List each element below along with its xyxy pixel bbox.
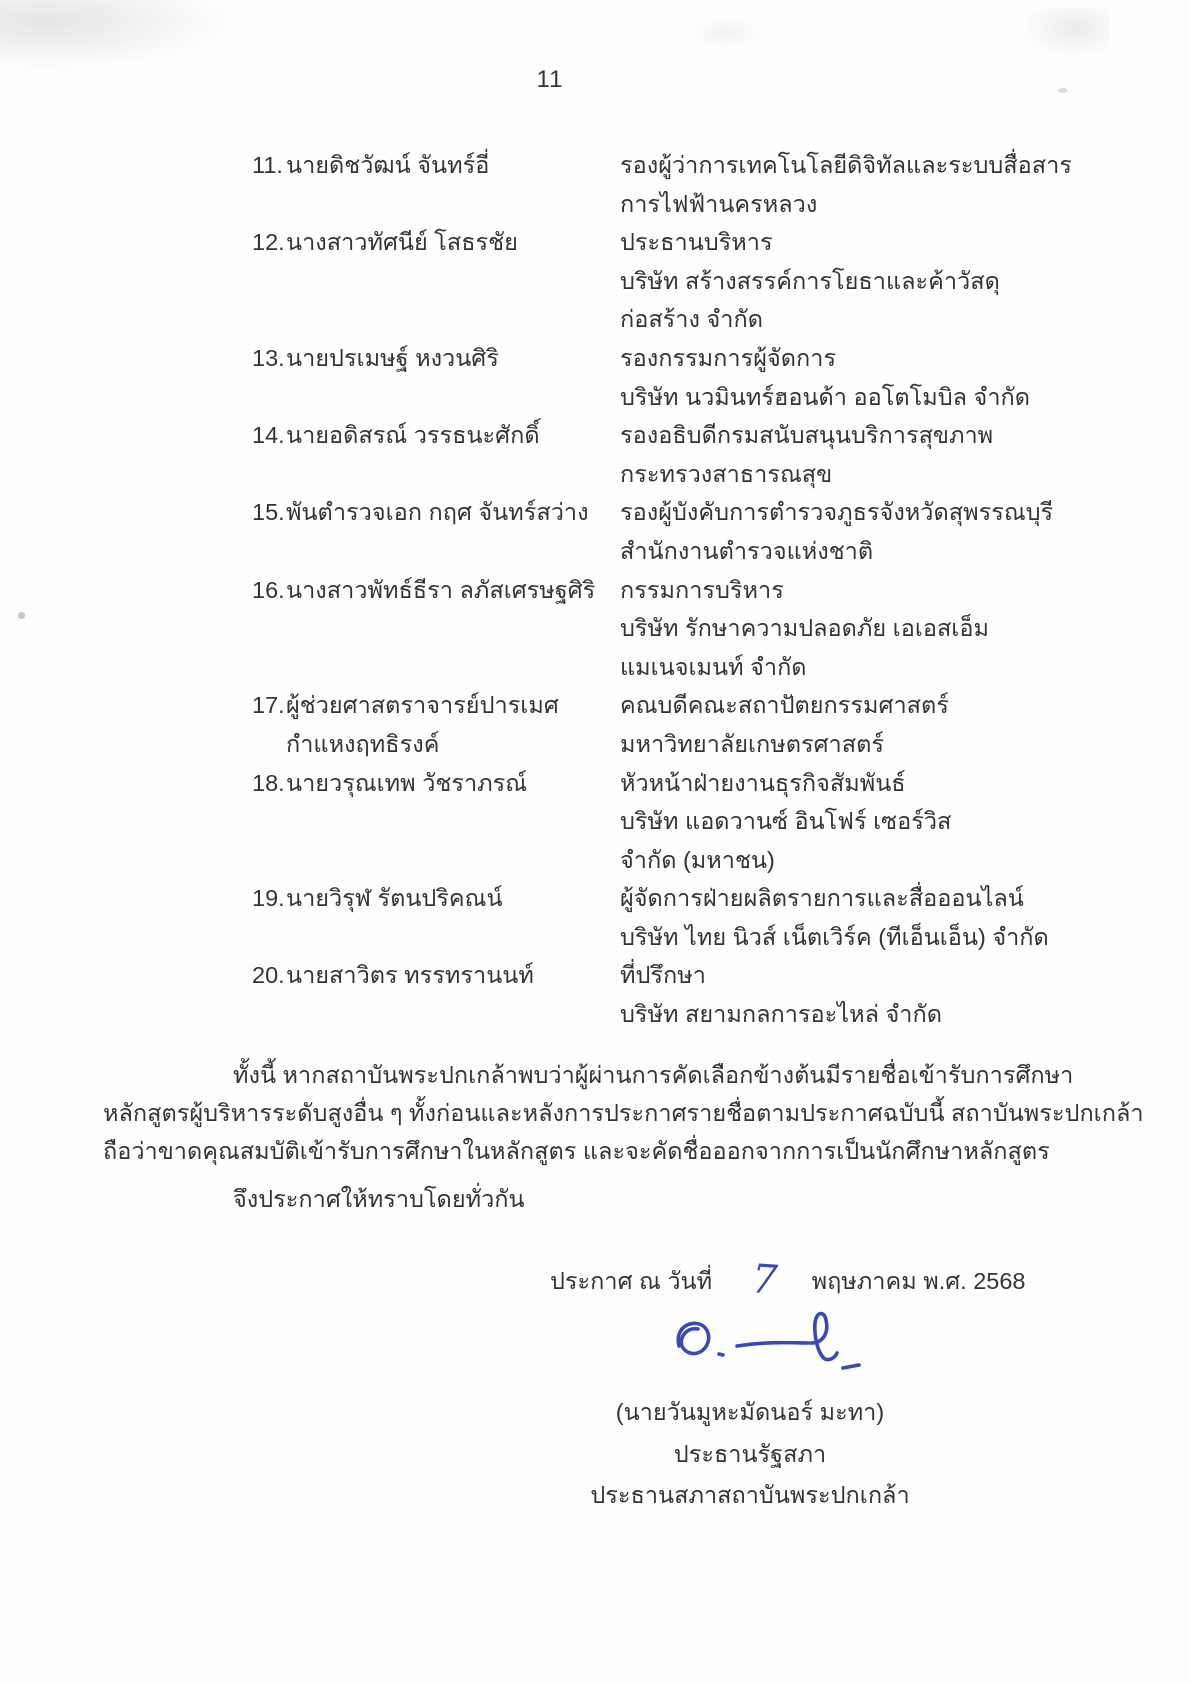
appointee-name-line: 14.นายอดิสรณ์ วรรธนะศักดิ์	[252, 416, 620, 455]
list-item-position-column	[620, 686, 1112, 763]
list-item	[252, 493, 1112, 570]
appointee-position-line: บริษัท แอดวานซ์ อินโฟร์ เซอร์วิส	[620, 808, 952, 835]
list-item-number: 16.	[252, 576, 285, 603]
list-item-position-column	[620, 416, 1112, 493]
appointee-position-line: จำกัด (มหาชน)	[620, 846, 775, 873]
appointee-name-line: 12.นางสาวทัศนีย์ โสธรชัย	[252, 223, 620, 262]
spacer	[252, 995, 620, 1034]
list-item-name-column	[252, 493, 620, 570]
signatory-name: (นายวันมูหะมัดนอร์ มะทา)	[615, 1399, 885, 1425]
date-prefix: ประกาศ ณ วันที่	[550, 1268, 713, 1294]
scan-smudge	[690, 18, 760, 48]
list-item	[252, 956, 1112, 1033]
scan-smudge	[0, 0, 230, 70]
appointee-position-line: หัวหน้าฝ่ายงานธุรกิจสัมพันธ์	[620, 769, 906, 796]
list-item-position-column	[620, 146, 1112, 223]
list-item	[252, 223, 1112, 339]
appointee-position-line: มหาวิทยาลัยเกษตรศาสตร์	[620, 730, 884, 757]
spacer	[252, 609, 620, 648]
list-item	[252, 146, 1112, 223]
paragraph-line: หลักสูตรผู้บริหารระดับสูงอื่น ๆ ทั้งก่อนและหลังการประกาศรายชื่อตามประกาศฉบับนี้ สถาบันพระปกเกล้า	[103, 1100, 1144, 1127]
appointee-position-line: รองผู้บังคับการตำรวจภูธรจังหวัดสุพรรณบุรี	[620, 499, 1054, 526]
appointee-name-line: กำแหงฤทธิรงค์	[286, 730, 440, 757]
list-item-number: 12.	[252, 229, 285, 256]
list-item-name-column	[252, 571, 620, 687]
spacer	[252, 918, 620, 957]
appointee-name-line: 11. นายดิชวัฒน์ จันทร์อี่	[252, 146, 620, 185]
list-item-name-column	[252, 764, 620, 880]
appointee-position-line: บริษัท ไทย นิวส์ เน็ตเวิร์ค (ทีเอ็นเอ็น) จำกัด	[620, 923, 1049, 950]
list-item	[252, 764, 1112, 880]
appointee-name-line: 15.พันตำรวจเอก กฤศ จันทร์สว่าง	[252, 493, 620, 532]
date-suffix: พฤษภาคม พ.ศ. 2568	[811, 1268, 1026, 1294]
appointee-position-line: ก่อสร้าง จำกัด	[620, 306, 763, 333]
appointee-position-line: สำนักงานตำรวจแห่งชาติ	[620, 537, 874, 564]
list-item-position-column	[620, 493, 1112, 570]
spacer	[252, 378, 620, 417]
list-item-name-column	[252, 146, 620, 223]
scan-speck	[18, 612, 25, 619]
list-item	[252, 686, 1112, 763]
spacer	[252, 300, 620, 339]
paragraph-line: ถือว่าขาดคุณสมบัติเข้ารับการศึกษาในหลักสูตร และจะคัดชื่อออกจากการเป็นนักศึกษาหลักสูตร	[103, 1138, 1050, 1165]
appointee-position-line: บริษัท สร้างสรรค์การโยธาและค้าวัสดุ	[620, 267, 1000, 294]
list-item-name-column	[252, 956, 620, 1033]
appointee-position-line: ผู้จัดการฝ่ายผลิตรายการและสื่อออนไลน์	[620, 885, 1024, 912]
appointee-position-line: รองอธิบดีกรมสนับสนุนบริการสุขภาพ	[620, 422, 994, 449]
handwritten-day: 7	[750, 1256, 779, 1304]
appointee-position-line: กรรมการบริหาร	[620, 576, 784, 603]
list-item-name-column	[252, 879, 620, 956]
signatory-title-1: ประธานรัฐสภา	[673, 1440, 827, 1467]
closing-line: จึงประกาศให้ทราบโดยทั่วกัน	[233, 1186, 525, 1212]
list-item-number: 11.	[252, 152, 283, 178]
list-item-position-column	[620, 879, 1112, 956]
appointee-name-line: 19.นายวิรุฬ รัตนปริคณน์	[252, 879, 620, 918]
scan-speck	[1058, 88, 1068, 93]
spacer	[252, 185, 620, 224]
appointee-position-line: รองกรรมการผู้จัดการ	[620, 344, 837, 371]
signatory-block	[540, 1392, 960, 1517]
list-item	[252, 879, 1112, 956]
appointee-position-line: บริษัท รักษาความปลอดภัย เอเอสเอ็ม	[620, 615, 989, 642]
appointee-name-line: 13.นายปรเมษฐ์ หงวนศิริ	[252, 339, 620, 378]
appointee-name-line: 16.นางสาวพัทธ์ธีรา ลภัสเศรษฐศิริ	[252, 571, 620, 610]
appointee-position-line: การไฟฟ้านครหลวง	[620, 190, 818, 217]
announcement-date-line	[550, 1256, 1026, 1304]
list-item-name-column	[252, 223, 620, 339]
list-item	[252, 339, 1112, 416]
appointee-position-line: แมเนจเมนท์ จำกัด	[620, 653, 807, 680]
signatory-title-2: ประธานสภาสถาบันพระปกเกล้า	[590, 1482, 910, 1508]
list-item-number: 20.	[252, 962, 285, 989]
spacer	[252, 802, 620, 841]
list-item	[252, 571, 1112, 687]
list-item-position-column	[620, 571, 1112, 687]
appointee-position-line: บริษัท นวมินทร์ฮอนด้า ออโตโมบิล จำกัด	[620, 383, 1031, 410]
signature-ink	[645, 1302, 885, 1392]
list-item-position-column	[620, 956, 1112, 1033]
list-item-number: 18.	[252, 769, 285, 796]
appointee-name-line: 20.นายสาวิตร ทรรทรานนท์	[252, 956, 620, 995]
appointee-list	[252, 146, 1112, 1034]
appointee-position-line: ที่ปรึกษา	[620, 962, 706, 989]
list-item-number: 17.	[252, 692, 285, 719]
paragraph-line: ทั้งนี้ หากสถาบันพระปกเกล้าพบว่าผู้ผ่านการคัดเลือกข้างต้นมีรายชื่อเข้ารับการศึกษา	[233, 1062, 1074, 1088]
spacer	[252, 455, 620, 494]
appointee-name-line: 18.นายวรุณเทพ วัชราภรณ์	[252, 764, 620, 803]
page-number: 11	[536, 66, 564, 93]
appointee-position-line: คณบดีคณะสถาปัตยกรรมศาสตร์	[620, 692, 949, 719]
appointee-position-line: กระทรวงสาธารณสุข	[620, 460, 833, 487]
list-item-name-column	[252, 339, 620, 416]
spacer	[252, 532, 620, 571]
appointee-position-line: ประธานบริหาร	[620, 229, 773, 256]
list-item-number: 14.	[252, 422, 285, 449]
appointee-name-line: 17.ผู้ช่วยศาสตราจารย์ปารเมศ	[252, 686, 620, 725]
list-item	[252, 416, 1112, 493]
body-paragraph	[103, 1056, 1144, 1171]
spacer	[252, 262, 620, 301]
spacer	[252, 841, 620, 880]
spacer	[252, 648, 620, 687]
list-item-position-column	[620, 223, 1112, 339]
scan-smudge	[1020, 8, 1110, 58]
list-item-number: 15.	[252, 499, 285, 526]
list-item-position-column	[620, 764, 1112, 880]
appointee-position-line: รองผู้ว่าการเทคโนโลยีดิจิทัลและระบบสื่อสาร	[620, 152, 1072, 178]
list-item-name-column	[252, 416, 620, 493]
appointee-position-line: บริษัท สยามกลการอะไหล่ จำกัด	[620, 1001, 942, 1028]
list-item-number: 13.	[252, 344, 285, 371]
list-item-position-column	[620, 339, 1112, 416]
list-item-name-column	[252, 686, 620, 763]
list-item-number: 19.	[252, 885, 285, 912]
